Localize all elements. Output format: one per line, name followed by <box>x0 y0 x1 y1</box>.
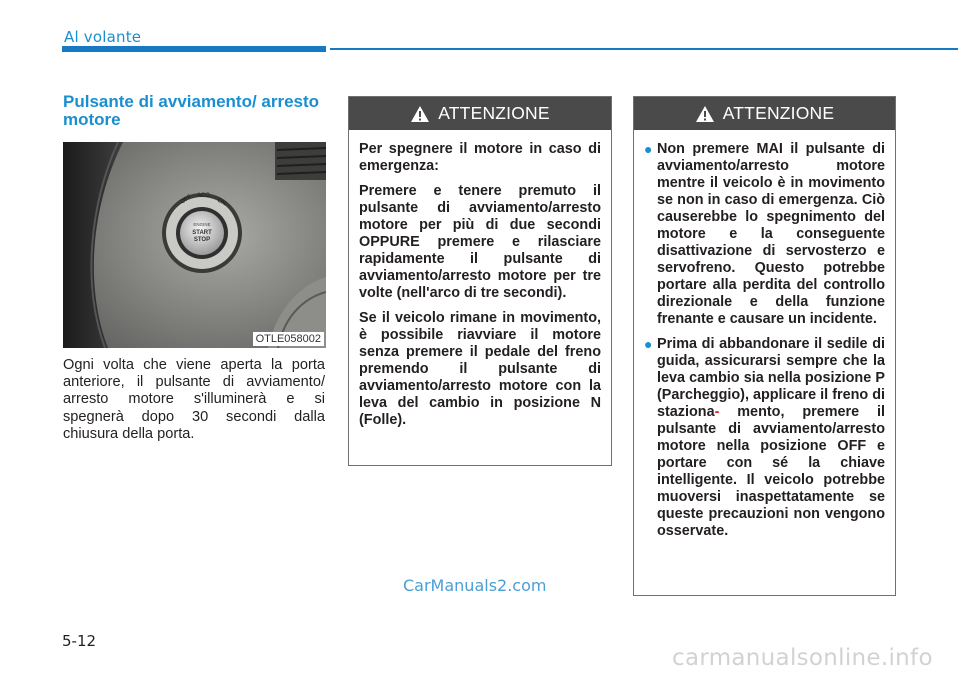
warning-paragraph: Premere e tenere premuto il pulsante di avviamento/arresto motore per più di due secondi OPPURE premere e rilasciare rapidamente il pulsante di avviamento/arresto motore per tre volte (nell'arco di tre secondi). <box>359 183 601 301</box>
warning-content <box>634 130 895 554</box>
warning-box-emergency <box>348 96 612 466</box>
button-label-stop: STOP <box>193 237 211 243</box>
bullet-icon: ● <box>644 141 653 157</box>
watermark-link[interactable]: CarManuals2.com <box>403 576 547 595</box>
warning-paragraph: Per spegnere il motore in caso di emergenza: <box>359 141 601 174</box>
button-label-engine: ENGINE <box>193 222 211 227</box>
warning-paragraph: Se il veicolo rimane in movimento, è possibile riavviare il motore senza premere il pedale del freno premendo il pulsante di avviamento/arresto motore con la leva del cambio in posizione N (Folle). <box>359 310 601 428</box>
list-item-text: Non premere MAI il pulsante di avviamento/arresto motore mentre il veicolo è in movimento se non in caso di emergenza. Ciò causerebbe lo spegnimento del motore e la conseguente disattivazione di servosterzo e servofreno. Questo potrebbe portare alla perdita del controllo direzionale e della funzione frenante e causare un incidente. <box>657 141 885 327</box>
button-label-start: START <box>192 230 212 236</box>
dashboard-illustration <box>63 142 326 348</box>
site-watermark: carmanualsonline.info <box>672 645 933 671</box>
button-label-off: OFF <box>179 193 193 206</box>
warning-triangle-icon <box>695 105 715 123</box>
warning-title: ATTENZIONE <box>438 103 550 123</box>
page-number: 5-12 <box>62 632 97 650</box>
header-rule-thick <box>62 46 326 52</box>
warning-title: ATTENZIONE <box>722 103 835 123</box>
button-label-acc: ACC <box>197 193 210 199</box>
list-item <box>644 141 885 328</box>
section-title: Pulsante di avviamento/ arresto motore <box>63 92 320 129</box>
section-header: Al volante <box>64 28 142 46</box>
image-code: OTLE058002 <box>253 332 324 346</box>
bullet-icon: ● <box>644 336 653 352</box>
header-rule-thin <box>330 48 958 50</box>
warning-content <box>349 130 611 443</box>
list-item <box>644 336 885 540</box>
warning-box-driving <box>633 96 896 596</box>
body-paragraph: Ogni volta che viene aperta la porta anteriore, il pulsante di avviamento/ arresto motore s'illuminerà e si spegnerà dopo 30 secondi dalla chiusura della porta. <box>63 357 325 442</box>
start-stop-button-photo <box>63 142 326 348</box>
button-label-on: ON <box>216 197 227 208</box>
list-item-text: Prima di abbandonare il sedile di guida, assicurarsi sempre che la leva cambio sia nella posizione P (Parcheggio), applicare il freno di staziona <box>657 336 885 420</box>
warning-triangle-icon <box>410 105 430 123</box>
hyphen-mark: - <box>714 404 720 420</box>
warning-list <box>644 141 885 540</box>
list-item-text-continued: mento, premere il pulsante di avviamento/arresto motore nella posizione OFF e portare con sé la chiave intelligente. Il veicolo potrebbe muoversi inaspettatamente se queste precauzioni non vengono osservate. <box>657 404 885 539</box>
warning-header <box>634 97 895 130</box>
warning-header <box>349 97 611 130</box>
